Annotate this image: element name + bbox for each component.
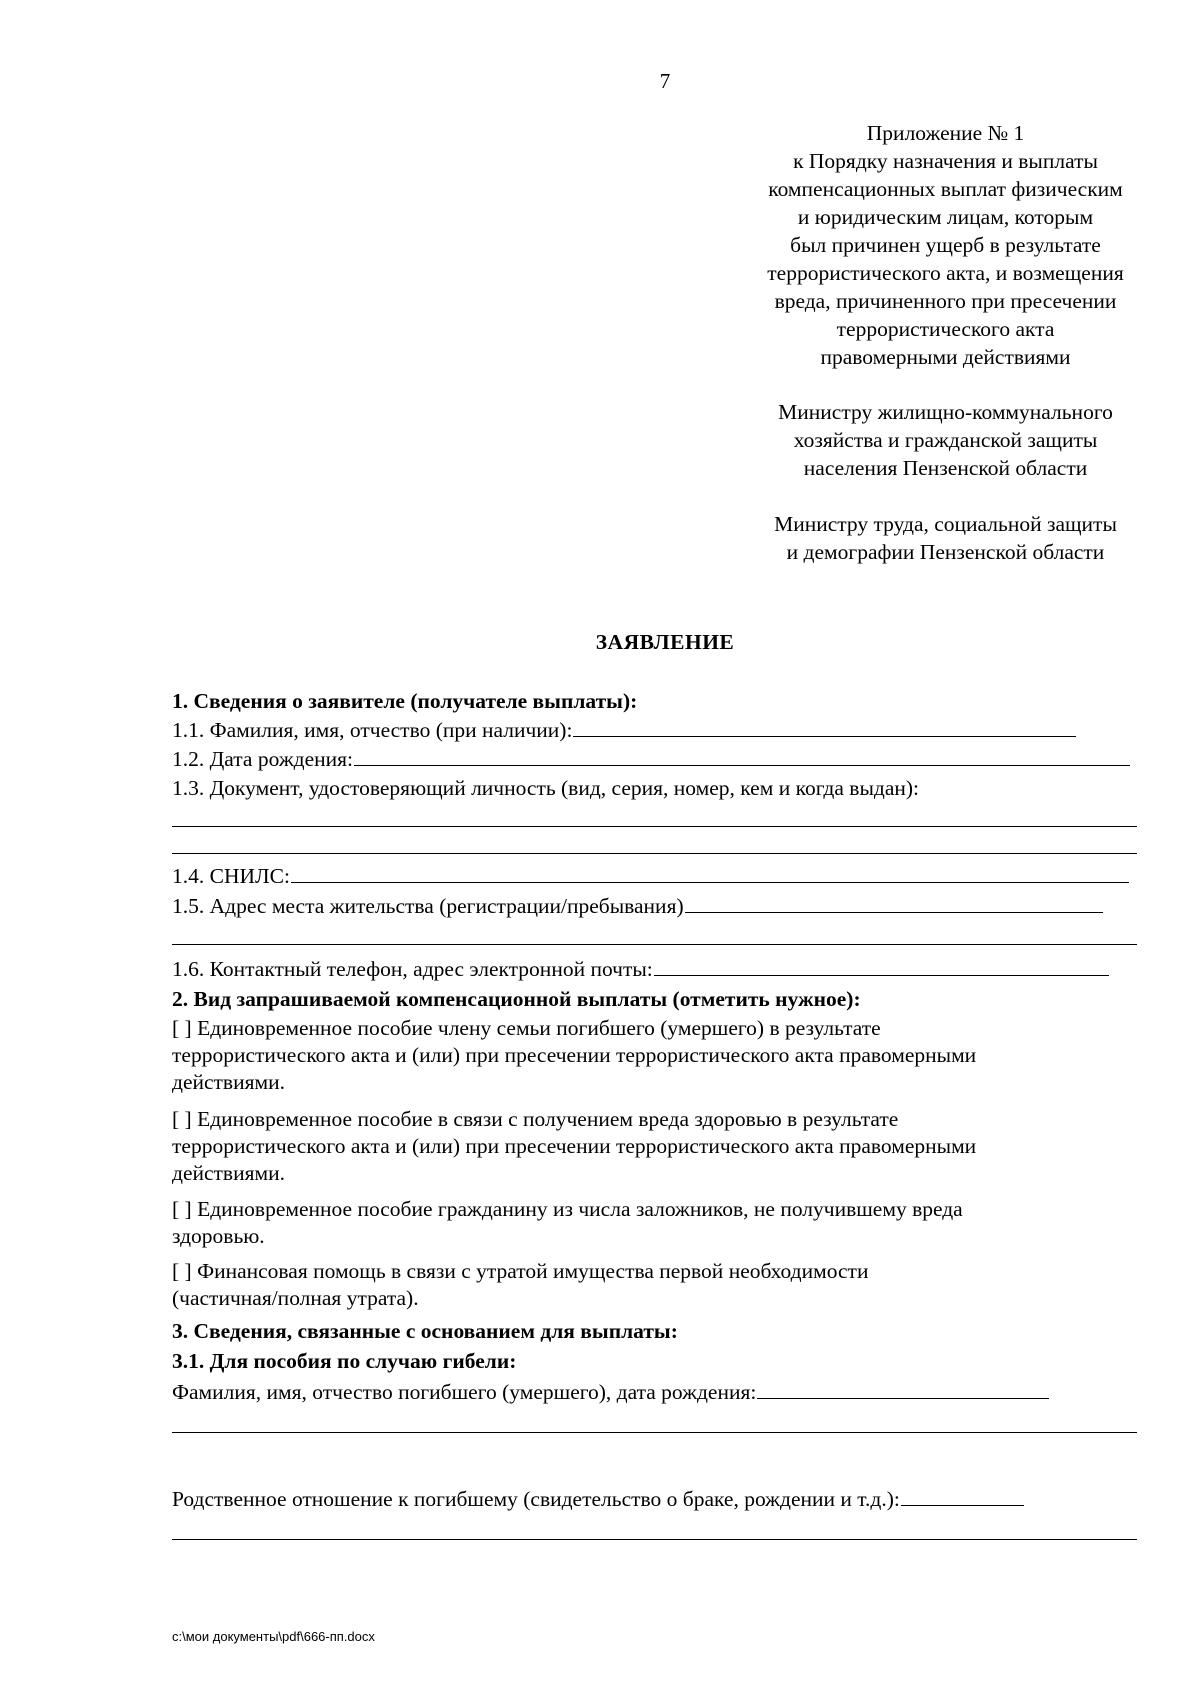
- recipient-line: населения Пензенской области: [803, 456, 1088, 480]
- snils-input-line[interactable]: [291, 863, 1129, 883]
- id-document-label: 1.3. Документ, удостоверяющий личность (вид, серия, номер, кем и когда выдан):: [172, 776, 920, 800]
- birth-date-label: 1.2. Дата рождения:: [172, 747, 354, 771]
- page-number: 7: [659, 69, 671, 93]
- recipient-block-labour: [718, 510, 1173, 566]
- option-text: действиями.: [172, 1161, 285, 1185]
- checkbox[interactable]: [ ]: [172, 1259, 192, 1283]
- appendix-line: компенсационных выплат физическим: [768, 177, 1123, 201]
- option-text: террористического акта и (или) при пресечении террористического акта правомерными: [172, 1043, 977, 1067]
- fio-input-line[interactable]: [573, 717, 1076, 737]
- birth-date-input-line[interactable]: [354, 746, 1130, 766]
- footer-file-path: c:\мои документы\pdf\666-пп.docx: [172, 1629, 375, 1644]
- contacts-field: [172, 956, 1140, 982]
- id-document-input-line[interactable]: [172, 853, 1137, 854]
- option-text: (частичная/полная утрата).: [172, 1286, 419, 1310]
- address-input-line[interactable]: [685, 893, 1103, 913]
- appendix-line: Приложение № 1: [866, 121, 1025, 145]
- birth-date-field: [172, 746, 1140, 772]
- option-text: Единовременное пособие члену семьи погибшего (умершего) в результате: [197, 1016, 881, 1040]
- contacts-label: 1.6. Контактный телефон, адрес электронной почты:: [172, 957, 653, 981]
- address-input-line[interactable]: [172, 944, 1137, 945]
- appendix-line: был причинен ущерб в результате: [790, 233, 1101, 257]
- deceased-input-line[interactable]: [172, 1432, 1137, 1433]
- appendix-line: вреда, причиненного при пресечении: [774, 289, 1117, 313]
- section-2-heading: 2. Вид запрашиваемой компенсационной выплаты (отметить нужное):: [172, 987, 861, 1011]
- appendix-line: террористического акта, и возмещения: [767, 261, 1124, 285]
- snils-label: 1.4. СНИЛС:: [172, 864, 290, 888]
- recipient-line: Министру труда, социальной защиты: [774, 512, 1117, 536]
- payment-option-health[interactable]: [172, 1106, 1127, 1187]
- fio-field: [172, 717, 1140, 743]
- section-3-heading: 3. Сведения, связанные с основанием для выплаты:: [172, 1319, 678, 1343]
- address-label: 1.5. Адрес места жительства (регистрации/пребывания): [172, 894, 684, 918]
- recipient-block-housing: [718, 398, 1173, 482]
- option-text: Финансовая помощь в связи с утратой имущества первой необходимости: [197, 1259, 869, 1283]
- document-title: ЗАЯВЛЕНИЕ: [595, 630, 735, 654]
- option-text: Единовременное пособие гражданину из числа заложников, не получившему вреда: [197, 1197, 963, 1221]
- payment-option-hostage[interactable]: [172, 1196, 1127, 1250]
- recipient-line: и демографии Пензенской области: [786, 540, 1105, 564]
- section-3-1-heading: 3.1. Для пособия по случаю гибели:: [172, 1349, 517, 1373]
- deceased-field: [172, 1379, 1140, 1405]
- address-field: [172, 893, 1140, 919]
- deceased-input-line[interactable]: [757, 1379, 1049, 1399]
- appendix-header: [718, 119, 1173, 371]
- relation-field: [172, 1486, 1140, 1512]
- recipient-line: Министру жилищно-коммунального: [778, 400, 1113, 424]
- option-text: здоровью.: [172, 1224, 265, 1248]
- relation-input-line[interactable]: [901, 1486, 1024, 1506]
- appendix-line: и юридическим лицам, которым: [797, 205, 1094, 229]
- deceased-label: Фамилия, имя, отчество погибшего (умершего), дата рождения:: [172, 1380, 757, 1404]
- contacts-input-line[interactable]: [654, 956, 1109, 976]
- snils-field: [172, 863, 1140, 889]
- appendix-line: террористического акта: [836, 317, 1055, 341]
- relation-input-line[interactable]: [172, 1539, 1137, 1540]
- checkbox[interactable]: [ ]: [172, 1107, 192, 1131]
- payment-option-family[interactable]: [172, 1015, 1127, 1096]
- appendix-line: правомерными действиями: [820, 345, 1071, 369]
- recipient-line: хозяйства и гражданской защиты: [793, 428, 1098, 452]
- payment-option-property[interactable]: [172, 1258, 1127, 1312]
- checkbox[interactable]: [ ]: [172, 1197, 192, 1221]
- option-text: действиями.: [172, 1070, 285, 1094]
- id-document-input-line[interactable]: [172, 826, 1137, 827]
- option-text: Единовременное пособие в связи с получением вреда здоровью в результате: [197, 1107, 899, 1131]
- relation-label: Родственное отношение к погибшему (свидетельство о браке, рождении и т.д.):: [172, 1487, 900, 1511]
- appendix-line: к Порядку назначения и выплаты: [793, 149, 1098, 173]
- fio-label: 1.1. Фамилия, имя, отчество (при наличии):: [172, 718, 573, 742]
- option-text: террористического акта и (или) при пресечении террористического акта правомерными: [172, 1134, 977, 1158]
- checkbox[interactable]: [ ]: [172, 1016, 192, 1040]
- section-1-heading: 1. Сведения о заявителе (получателе выплаты):: [172, 689, 638, 713]
